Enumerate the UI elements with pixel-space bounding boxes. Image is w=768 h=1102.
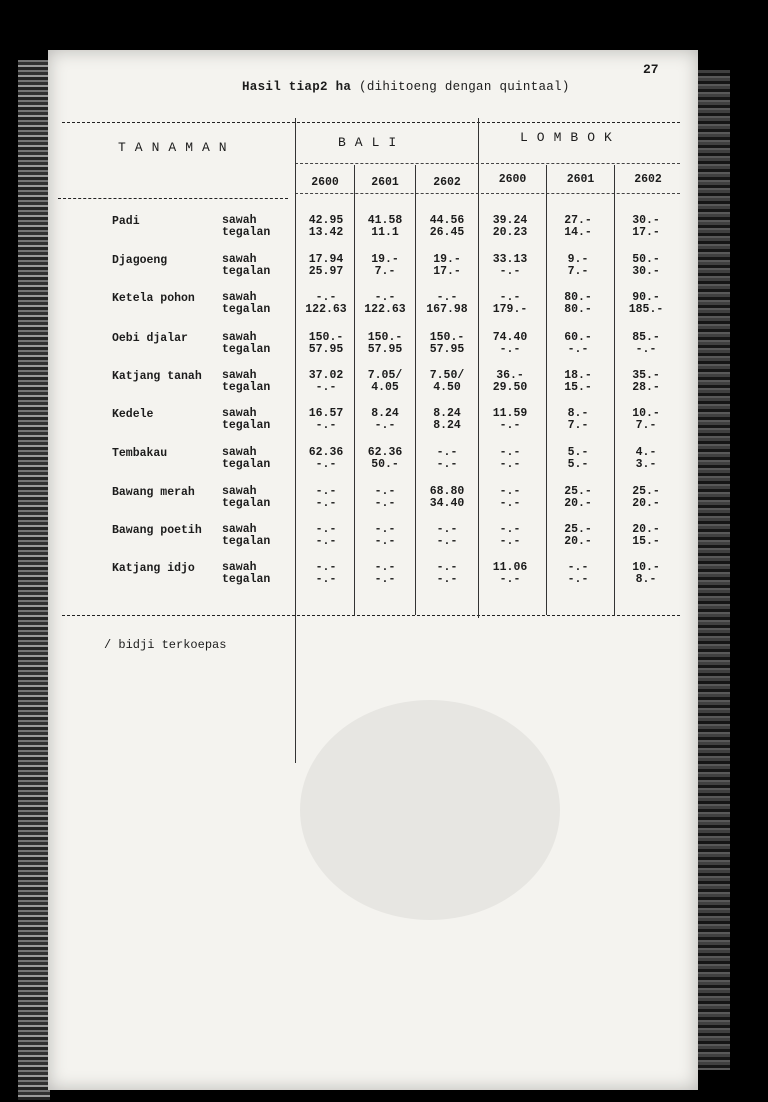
yield-value: -.- [499, 535, 521, 548]
yield-value: 57.95 [367, 343, 403, 356]
yield-cell-bali [296, 408, 356, 432]
yield-value: 8.- [635, 573, 657, 586]
yield-value: -.- [315, 291, 337, 304]
yield-cell-bali [296, 332, 356, 356]
yield-value: 150.- [429, 331, 465, 344]
crop-name: Oebi djalar [112, 332, 188, 345]
yield-value: -.- [499, 291, 521, 304]
land-type-sawah: sawah [222, 291, 257, 304]
yield-value: -.- [436, 291, 458, 304]
yield-cell-lombok [480, 562, 540, 586]
yield-value: 11.06 [492, 561, 528, 574]
yield-value: 7.05/ [367, 369, 403, 382]
land-type-sawah: sawah [222, 407, 257, 420]
yield-value: -.- [374, 485, 396, 498]
land-type-tegalan: tegalan [222, 381, 271, 394]
yield-cell-bali [417, 524, 477, 548]
crop-column-header: TANAMAN [118, 140, 236, 155]
crop-name: Bawang poetih [112, 524, 202, 537]
yield-value: 4.05 [371, 381, 399, 394]
yield-value: 25.97 [308, 265, 344, 278]
column-divider [614, 165, 615, 615]
yield-cell-lombok [548, 254, 608, 278]
yield-value: -.- [315, 523, 337, 536]
yield-value: 5.- [567, 458, 589, 471]
land-type-sawah: sawah [222, 446, 257, 459]
land-type-tegalan: tegalan [222, 535, 271, 548]
yield-cell-lombok [548, 332, 608, 356]
header-bottom-rule [295, 193, 680, 194]
footnote: / bidji terkoepas [104, 638, 227, 652]
yield-value: -.- [315, 535, 337, 548]
yield-value: 19.- [433, 253, 461, 266]
land-type-tegalan: tegalan [222, 226, 271, 239]
yield-cell-lombok [480, 524, 540, 548]
yield-value: 30.- [632, 214, 660, 227]
yield-value: 29.50 [492, 381, 528, 394]
binding-edge [18, 60, 50, 1100]
land-type [222, 215, 270, 239]
yield-value: 39.24 [492, 214, 528, 227]
yield-value: 167.98 [426, 303, 468, 316]
yield-value: 30.- [632, 265, 660, 278]
yield-value: -.- [635, 343, 657, 356]
yield-value: 10.- [632, 561, 660, 574]
page-title [242, 80, 570, 94]
yield-value: 11.1 [371, 226, 399, 239]
yield-value: 35.- [632, 369, 660, 382]
land-type-tegalan: tegalan [222, 458, 271, 471]
yield-cell-lombok [616, 215, 676, 239]
yield-cell-lombok [616, 332, 676, 356]
yield-value: 28.- [632, 381, 660, 394]
land-type-sawah: sawah [222, 369, 257, 382]
yield-value: -.- [315, 497, 337, 510]
yield-cell-lombok [480, 370, 540, 394]
land-type [222, 562, 270, 586]
yield-value: -.- [499, 419, 521, 432]
yield-cell-bali [296, 486, 356, 510]
yield-value: -.- [315, 573, 337, 586]
yield-value: -.- [315, 381, 337, 394]
yield-value: -.- [374, 535, 396, 548]
yield-cell-bali [417, 562, 477, 586]
land-type-tegalan: tegalan [222, 303, 271, 316]
yield-value: 20.23 [492, 226, 528, 239]
yield-value: 37.02 [308, 369, 344, 382]
yield-value: -.- [499, 523, 521, 536]
yield-value: 20.- [632, 497, 660, 510]
page-number: 27 [643, 62, 659, 77]
page-title-bold: Hasil tiap2 ha [242, 80, 352, 94]
yield-value: 17.94 [308, 253, 344, 266]
yield-cell-lombok [548, 370, 608, 394]
yield-cell-bali [417, 215, 477, 239]
yield-value: -.- [315, 419, 337, 432]
column-divider [478, 118, 479, 618]
yield-cell-lombok [616, 524, 676, 548]
yield-cell-bali [296, 292, 356, 316]
land-type-sawah: sawah [222, 331, 257, 344]
yield-value: 25.- [632, 485, 660, 498]
yield-value: 11.59 [492, 407, 528, 420]
region-header-lombok: LOMBOK [520, 130, 621, 145]
yield-value: -.- [567, 343, 589, 356]
year-header: 2602 [433, 176, 461, 189]
yield-cell-lombok [616, 562, 676, 586]
land-type [222, 254, 270, 278]
yield-cell-bali [296, 254, 356, 278]
yield-value: 150.- [367, 331, 403, 344]
yield-cell-lombok [616, 408, 676, 432]
yield-cell-bali [355, 447, 415, 471]
land-type-sawah: sawah [222, 485, 257, 498]
yield-value: 85.- [632, 331, 660, 344]
yield-value: 14.- [564, 226, 592, 239]
yield-value: 8.24 [433, 419, 461, 432]
year-header: 2601 [566, 173, 595, 186]
yield-value: -.- [567, 573, 589, 586]
land-type-tegalan: tegalan [222, 265, 271, 278]
land-type-tegalan: tegalan [222, 497, 271, 510]
yield-cell-bali [296, 447, 356, 471]
yield-value: 9.- [567, 253, 589, 266]
region-header-bali: BALI [338, 135, 406, 150]
yield-value: 44.56 [429, 214, 465, 227]
land-type [222, 332, 270, 356]
yield-value: -.- [436, 573, 458, 586]
yield-value: -.- [315, 458, 337, 471]
yield-cell-lombok [616, 254, 676, 278]
yield-value: -.- [436, 535, 458, 548]
crop-name: Kedele [112, 408, 154, 421]
yield-value: 33.13 [492, 253, 528, 266]
yield-value: -.- [374, 523, 396, 536]
yield-value: -.- [499, 265, 521, 278]
land-type [222, 370, 270, 394]
yield-value: 20.- [632, 523, 660, 536]
yield-value: 50.- [632, 253, 660, 266]
yield-cell-bali [417, 332, 477, 356]
yield-value: 122.63 [305, 303, 347, 316]
yield-cell-lombok [548, 524, 608, 548]
yield-value: 15.- [632, 535, 660, 548]
crop-name: Padi [112, 215, 140, 228]
yield-cell-bali [355, 524, 415, 548]
yield-cell-bali [355, 486, 415, 510]
crop-name: Katjang tanah [112, 370, 202, 383]
yield-value: 80.- [564, 303, 592, 316]
crop-name: Katjang idjo [112, 562, 195, 575]
yield-value: 60.- [564, 331, 592, 344]
yield-value: 57.95 [429, 343, 465, 356]
yield-value: 7.- [567, 265, 589, 278]
yield-cell-lombok [616, 292, 676, 316]
land-type-sawah: sawah [222, 561, 257, 574]
yield-value: 122.63 [364, 303, 406, 316]
yield-cell-lombok [480, 447, 540, 471]
yield-value: 27.- [564, 214, 592, 227]
yield-value: 150.- [308, 331, 344, 344]
yield-cell-bali [355, 254, 415, 278]
page-title-rest: (dihitoeng dengan quintaal) [359, 80, 570, 94]
yield-value: 7.- [567, 419, 589, 432]
yield-value: 42.95 [308, 214, 344, 227]
year-header: 2601 [371, 176, 399, 189]
yield-value: -.- [374, 291, 396, 304]
yield-value: 26.45 [429, 226, 465, 239]
yield-value: -.- [436, 458, 458, 471]
yield-value: -.- [374, 573, 396, 586]
yield-cell-lombok [548, 447, 608, 471]
land-type-tegalan: tegalan [222, 343, 271, 356]
yield-cell-bali [417, 486, 477, 510]
yield-value: 34.40 [429, 497, 465, 510]
header-year-rule [295, 163, 680, 164]
yield-cell-bali [355, 215, 415, 239]
yield-value: 4.50 [433, 381, 461, 394]
yield-cell-bali [355, 370, 415, 394]
land-type [222, 292, 270, 316]
yield-cell-lombok [548, 408, 608, 432]
yield-value: -.- [499, 446, 521, 459]
yield-value: 13.42 [308, 226, 344, 239]
yield-value: 80.- [564, 291, 592, 304]
yield-value: 15.- [564, 381, 592, 394]
column-divider [546, 165, 547, 615]
yield-value: -.- [499, 573, 521, 586]
yield-value: 68.80 [429, 485, 465, 498]
yield-value: -.- [499, 485, 521, 498]
yield-value: 4.- [635, 446, 657, 459]
yield-cell-lombok [480, 332, 540, 356]
crop-name: Djagoeng [112, 254, 168, 267]
yield-value: 7.- [635, 419, 657, 432]
yield-cell-bali [355, 332, 415, 356]
crop-name: Tembakau [112, 447, 168, 460]
yield-value: 5.- [567, 446, 589, 459]
yield-value: 179.- [492, 303, 528, 316]
yield-cell-bali [417, 370, 477, 394]
yield-cell-bali [417, 447, 477, 471]
yield-value: 185.- [628, 303, 664, 316]
yield-value: -.- [499, 497, 521, 510]
yield-value: 20.- [564, 497, 592, 510]
land-type [222, 447, 270, 471]
yield-value: 74.40 [492, 331, 528, 344]
yield-value: 90.- [632, 291, 660, 304]
yield-cell-bali [296, 524, 356, 548]
land-type-sawah: sawah [222, 214, 257, 227]
header-left-rule [58, 198, 288, 199]
land-type [222, 486, 270, 510]
year-header: 2600 [311, 176, 339, 189]
yield-cell-bali [355, 562, 415, 586]
yield-value: -.- [436, 561, 458, 574]
land-type-tegalan: tegalan [222, 573, 271, 586]
yield-cell-bali [417, 254, 477, 278]
yield-value: -.- [374, 561, 396, 574]
land-type [222, 408, 270, 432]
yield-value: -.- [374, 497, 396, 510]
yield-value: 62.36 [308, 446, 344, 459]
yield-value: 17.- [632, 226, 660, 239]
yield-cell-lombok [480, 486, 540, 510]
paper-stain [300, 700, 560, 920]
yield-value: -.- [499, 343, 521, 356]
yield-value: 36.- [496, 369, 524, 382]
yield-cell-lombok [548, 486, 608, 510]
yield-value: -.- [436, 523, 458, 536]
crop-name: Ketela pohon [112, 292, 195, 305]
yield-value: 62.36 [367, 446, 403, 459]
yield-value: 8.24 [433, 407, 461, 420]
yield-cell-lombok [616, 370, 676, 394]
yield-cell-lombok [616, 447, 676, 471]
yield-value: 25.- [564, 485, 592, 498]
yield-value: 16.57 [308, 407, 344, 420]
land-type-sawah: sawah [222, 253, 257, 266]
yield-cell-bali [417, 292, 477, 316]
yield-value: -.- [374, 419, 396, 432]
table-top-rule [62, 122, 680, 123]
yield-cell-lombok [480, 254, 540, 278]
yield-value: 19.- [371, 253, 399, 266]
yield-cell-lombok [480, 292, 540, 316]
year-header: 2600 [498, 173, 527, 186]
yield-cell-lombok [548, 562, 608, 586]
year-header: 2602 [634, 173, 662, 186]
yield-cell-bali [296, 562, 356, 586]
yield-value: -.- [315, 561, 337, 574]
yield-value: 8.- [567, 407, 589, 420]
yield-cell-bali [296, 215, 356, 239]
land-type-tegalan: tegalan [222, 419, 271, 432]
yield-value: 18.- [564, 369, 592, 382]
yield-value: 3.- [635, 458, 657, 471]
yield-value: 17.- [433, 265, 461, 278]
column-divider [415, 165, 416, 615]
yield-value: 41.58 [367, 214, 403, 227]
land-type-sawah: sawah [222, 523, 257, 536]
yield-cell-lombok [480, 408, 540, 432]
yield-cell-lombok [480, 215, 540, 239]
yield-value: 20.- [564, 535, 592, 548]
yield-value: -.- [315, 485, 337, 498]
yield-cell-lombok [616, 486, 676, 510]
land-type [222, 524, 270, 548]
table-bottom-rule [62, 615, 680, 616]
yield-value: 8.24 [371, 407, 399, 420]
yield-value: 7.- [374, 265, 396, 278]
yield-cell-bali [355, 292, 415, 316]
yield-value: -.- [436, 446, 458, 459]
yield-cell-lombok [548, 215, 608, 239]
yield-cell-lombok [548, 292, 608, 316]
yield-cell-bali [355, 408, 415, 432]
yield-value: -.- [499, 458, 521, 471]
yield-value: 25.- [564, 523, 592, 536]
crop-name: Bawang merah [112, 486, 195, 499]
yield-cell-bali [296, 370, 356, 394]
yield-value: 57.95 [308, 343, 344, 356]
yield-value: 7.50/ [429, 369, 465, 382]
yield-value: 50.- [371, 458, 399, 471]
yield-value: -.- [567, 561, 589, 574]
yield-value: 10.- [632, 407, 660, 420]
yield-cell-bali [417, 408, 477, 432]
